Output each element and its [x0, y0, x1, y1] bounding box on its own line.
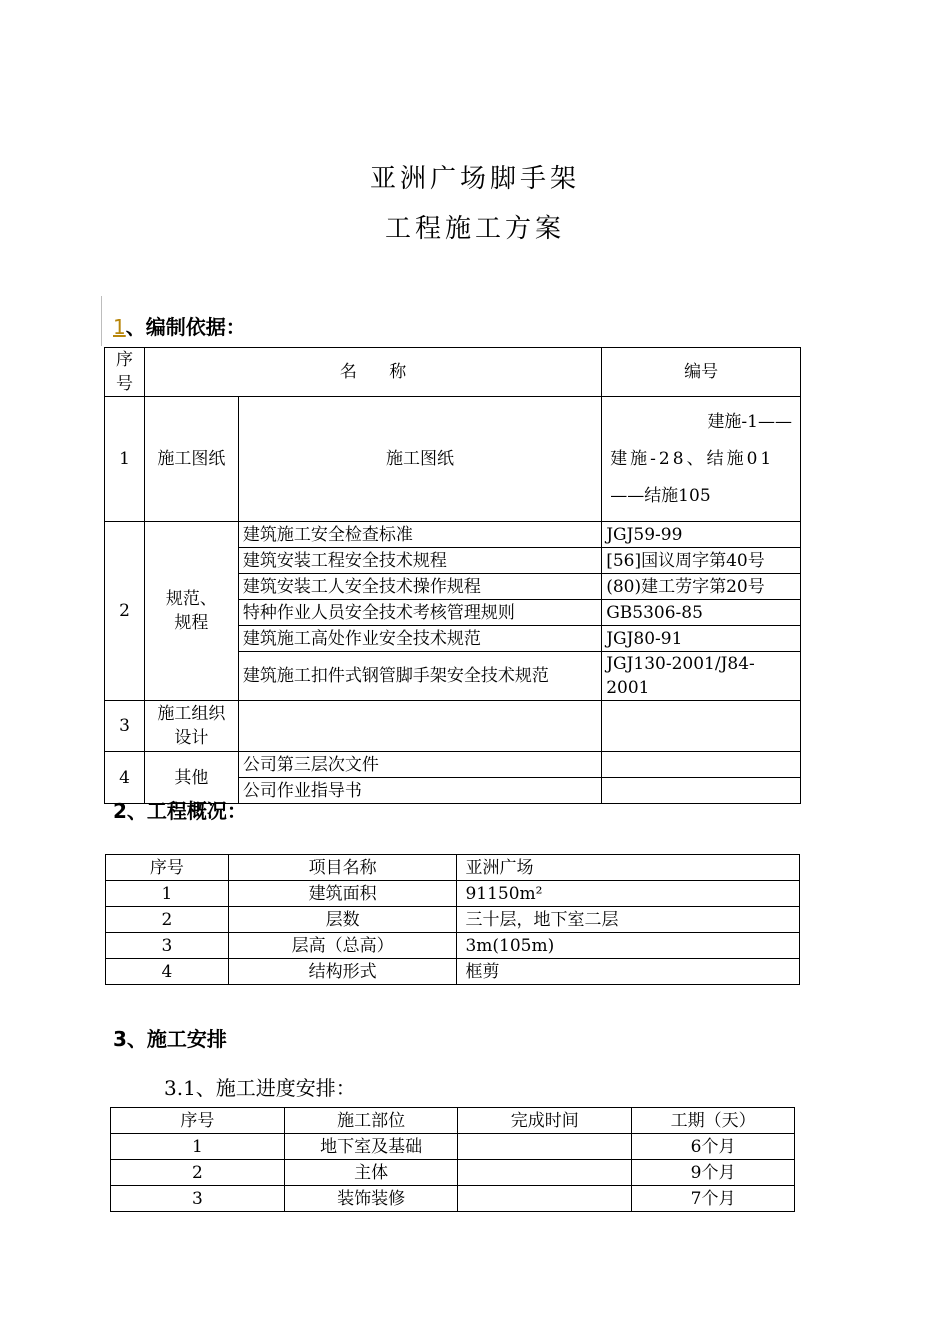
row-item: 建筑面积: [228, 881, 457, 907]
table-row: [106, 959, 800, 985]
row-period: 9个月: [632, 1160, 795, 1186]
row-category: 规范、规程: [144, 522, 238, 701]
margin-marker: [101, 296, 102, 346]
header-no: 序号: [105, 348, 145, 397]
spec-name: 建筑施工高处作业安全技术规范: [238, 626, 601, 652]
spec-name: 特种作业人员安全技术考核管理规则: [238, 600, 601, 626]
row-no: 4: [105, 752, 145, 804]
row-code: [602, 397, 801, 522]
row-item: 结构形式: [228, 959, 457, 985]
other-code: [602, 752, 801, 778]
row-no: 2: [111, 1160, 285, 1186]
section2-heading: 2、工程概况：: [113, 799, 247, 823]
row-no: 2: [105, 522, 145, 701]
table-row: [106, 933, 800, 959]
table-row: [105, 397, 801, 522]
section3-1-heading: 3.1、施工进度安排：: [164, 1076, 356, 1100]
row-name: 施工图纸: [238, 397, 601, 522]
row-category: 施工图纸: [144, 397, 238, 522]
header-code: 编号: [602, 348, 801, 397]
schedule-table: [110, 1107, 795, 1212]
table-header-row: [111, 1108, 795, 1134]
other-code: [602, 778, 801, 804]
table-header-row: [105, 348, 801, 397]
row-value: 91150m²: [457, 881, 800, 907]
table-row: [111, 1134, 795, 1160]
section1-heading: [113, 311, 246, 340]
other-name: 公司第三层次文件: [238, 752, 601, 778]
header-part: 施工部位: [284, 1108, 458, 1134]
row-no: 3: [105, 701, 145, 752]
table-row: [105, 752, 801, 778]
table-row: [111, 1186, 795, 1212]
table-row: [111, 1160, 795, 1186]
spec-code: JGJ59-99: [602, 522, 801, 548]
row-category: 其他: [144, 752, 238, 804]
section1-title: 、编制依据：: [125, 315, 246, 339]
document-title-line1: 亚洲广场脚手架: [369, 164, 580, 194]
row-done: [458, 1134, 632, 1160]
row-part: 装饰装修: [284, 1186, 458, 1212]
spec-name: 建筑施工扣件式钢管脚手架安全技术规范: [238, 652, 601, 701]
code-line3: ——结施105: [610, 485, 711, 506]
row-code: [602, 701, 801, 752]
code-line1: 建施-1——: [707, 411, 792, 432]
row-name: [238, 701, 601, 752]
row-no: 1: [111, 1134, 285, 1160]
overview-table: [105, 854, 800, 985]
basis-table: [104, 347, 801, 804]
spec-code: JGJ80-91: [602, 626, 801, 652]
row-no: 1: [106, 881, 229, 907]
row-part: 地下室及基础: [284, 1134, 458, 1160]
table-row: [106, 907, 800, 933]
row-part: 主体: [284, 1160, 458, 1186]
header-no: 序号: [106, 855, 229, 881]
section1-number: 1: [113, 315, 126, 339]
spec-code: [56]国议周字第40号: [602, 548, 801, 574]
header-period: 工期（天）: [632, 1108, 795, 1134]
spec-code: (80)建工劳字第20号: [602, 574, 801, 600]
row-no: 2: [106, 907, 229, 933]
row-category: 施工组织设计: [144, 701, 238, 752]
section3-heading: 3、施工安排: [113, 1027, 227, 1051]
header-no: 序号: [111, 1108, 285, 1134]
row-no: 3: [106, 933, 229, 959]
table-row: [105, 522, 801, 548]
row-period: 7个月: [632, 1186, 795, 1212]
table-header-row: [106, 855, 800, 881]
header-done: 完成时间: [458, 1108, 632, 1134]
row-item: 层高（总高）: [228, 933, 457, 959]
code-line2: 建施-28、结施01: [610, 448, 775, 469]
header-value: 亚洲广场: [457, 855, 800, 881]
row-value: 3m(105m): [457, 933, 800, 959]
row-no: 3: [111, 1186, 285, 1212]
header-item: 项目名称: [228, 855, 457, 881]
header-name: 名 称: [144, 348, 601, 397]
spec-code: JGJ130-2001/J84-2001: [602, 652, 801, 701]
table-row: [105, 701, 801, 752]
spec-code: GB5306-85: [602, 600, 801, 626]
other-name: 公司作业指导书: [238, 778, 601, 804]
spec-name: 建筑安装工人安全技术操作规程: [238, 574, 601, 600]
row-no: 1: [105, 397, 145, 522]
row-value: 三十层，地下室二层: [457, 907, 800, 933]
row-value: 框剪: [457, 959, 800, 985]
row-period: 6个月: [632, 1134, 795, 1160]
row-item: 层数: [228, 907, 457, 933]
table-row: [106, 881, 800, 907]
row-done: [458, 1186, 632, 1212]
spec-name: 建筑安装工程安全技术规程: [238, 548, 601, 574]
row-done: [458, 1160, 632, 1186]
document-title-line2: 工程施工方案: [384, 214, 565, 244]
row-no: 4: [106, 959, 229, 985]
spec-name: 建筑施工安全检查标准: [238, 522, 601, 548]
